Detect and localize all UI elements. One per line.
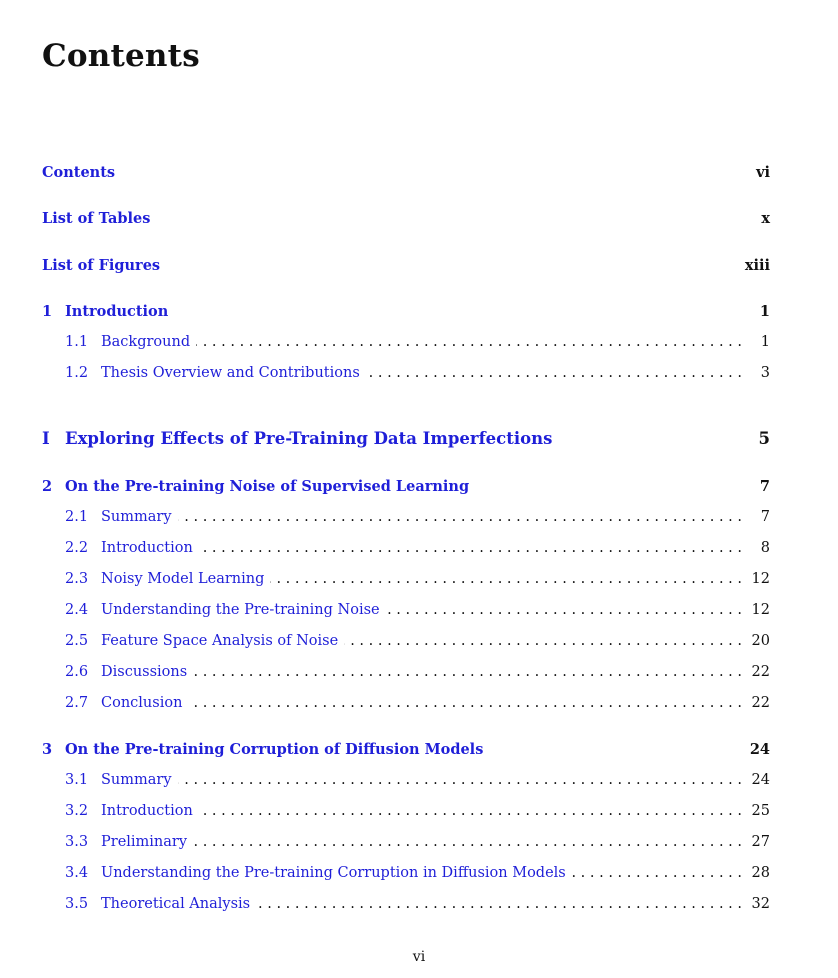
toc-page-number: 12 bbox=[751, 602, 770, 618]
toc-page-number: 25 bbox=[751, 803, 770, 819]
section-number: 3.4 bbox=[65, 865, 89, 881]
section-number: 2.5 bbox=[65, 633, 89, 649]
toc-page-number: 28 bbox=[751, 865, 770, 881]
toc-page-number: x bbox=[761, 210, 770, 227]
section-number: 3.2 bbox=[65, 803, 89, 819]
toc-link[interactable]: Theoretical Analysis bbox=[101, 896, 251, 912]
dot-leader bbox=[344, 633, 742, 649]
section-number: 2.7 bbox=[65, 695, 89, 711]
part-number: I bbox=[42, 429, 50, 448]
toc-section-2-4[interactable] bbox=[65, 602, 770, 618]
toc-part-1[interactable] bbox=[42, 429, 770, 448]
section-number: 3.3 bbox=[65, 834, 89, 850]
section-number: 2.4 bbox=[65, 602, 89, 618]
chapter-number: 2 bbox=[42, 478, 53, 495]
toc-page-number: 27 bbox=[751, 834, 770, 850]
toc-page-number: 12 bbox=[751, 571, 770, 587]
dot-leader bbox=[196, 334, 742, 350]
toc-link[interactable]: Introduction bbox=[65, 303, 169, 320]
dot-leader bbox=[193, 664, 742, 680]
toc-entry-list-of-figures[interactable] bbox=[42, 257, 770, 274]
toc-section-2-6[interactable] bbox=[65, 664, 770, 680]
toc-page-number: 32 bbox=[751, 896, 770, 912]
toc-link[interactable]: Noisy Model Learning bbox=[101, 571, 265, 587]
toc-link[interactable]: Exploring Effects of Pre-Training Data Imperfections bbox=[65, 429, 553, 448]
toc-link[interactable]: Preliminary bbox=[101, 834, 188, 850]
toc-section-2-2[interactable] bbox=[65, 540, 770, 556]
toc-page-number: 24 bbox=[751, 772, 770, 788]
section-number: 3.5 bbox=[65, 896, 89, 912]
toc-section-1-1[interactable] bbox=[65, 334, 770, 350]
dot-leader bbox=[572, 865, 742, 881]
toc-chapter-3[interactable] bbox=[42, 741, 770, 758]
toc-link[interactable]: Understanding the Pre-training Noise bbox=[101, 602, 380, 618]
toc-section-2-1[interactable] bbox=[65, 509, 770, 525]
toc-page-number: 22 bbox=[751, 695, 770, 711]
toc-page-number: vi bbox=[756, 164, 770, 181]
section-number: 2.6 bbox=[65, 664, 89, 680]
toc-page-number: 1 bbox=[759, 303, 770, 320]
toc-section-3-4[interactable] bbox=[65, 865, 770, 881]
toc-section-3-1[interactable] bbox=[65, 772, 770, 788]
toc-entry-contents[interactable] bbox=[42, 164, 770, 181]
toc-section-1-2[interactable] bbox=[65, 365, 770, 381]
toc-link[interactable]: Introduction bbox=[101, 803, 193, 819]
toc-page-number: 3 bbox=[760, 365, 770, 381]
toc-section-2-7[interactable] bbox=[65, 695, 770, 711]
dot-leader bbox=[188, 695, 742, 711]
toc-link[interactable]: Discussions bbox=[101, 664, 188, 680]
toc-link[interactable]: Conclusion bbox=[101, 695, 183, 711]
toc-page-number: 7 bbox=[759, 478, 770, 495]
toc-page-number: 22 bbox=[751, 664, 770, 680]
toc-page-number: 24 bbox=[749, 741, 770, 758]
section-number: 1.1 bbox=[65, 334, 89, 350]
dot-leader bbox=[256, 896, 742, 912]
toc-page-number: 5 bbox=[758, 429, 770, 448]
toc-page-number: 1 bbox=[760, 334, 770, 350]
section-number: 2.1 bbox=[65, 509, 89, 525]
toc-section-3-5[interactable] bbox=[65, 896, 770, 912]
toc-link[interactable]: On the Pre-training Corruption of Diffusion Models bbox=[65, 741, 484, 758]
dot-leader bbox=[366, 365, 742, 381]
page-title: Contents bbox=[42, 38, 200, 74]
page-number-footer: vi bbox=[412, 949, 426, 965]
toc-section-2-5[interactable] bbox=[65, 633, 770, 649]
toc-section-3-3[interactable] bbox=[65, 834, 770, 850]
dot-leader bbox=[199, 540, 742, 556]
toc-entry-list-of-tables[interactable] bbox=[42, 210, 770, 227]
dot-leader bbox=[270, 571, 742, 587]
dot-leader bbox=[199, 803, 742, 819]
dot-leader bbox=[178, 772, 742, 788]
section-number: 3.1 bbox=[65, 772, 89, 788]
toc-section-3-2[interactable] bbox=[65, 803, 770, 819]
dot-leader bbox=[178, 509, 742, 525]
toc-link[interactable]: Background bbox=[101, 334, 191, 350]
toc-chapter-1[interactable] bbox=[42, 303, 770, 320]
toc-link[interactable]: Thesis Overview and Contributions bbox=[101, 365, 360, 381]
toc-page-number: 8 bbox=[760, 540, 770, 556]
chapter-number: 3 bbox=[42, 741, 53, 758]
chapter-number: 1 bbox=[42, 303, 53, 320]
toc-link[interactable]: Feature Space Analysis of Noise bbox=[101, 633, 339, 649]
section-number: 2.3 bbox=[65, 571, 89, 587]
section-number: 1.2 bbox=[65, 365, 89, 381]
toc-link[interactable]: Understanding the Pre-training Corruption in Diffusion Models bbox=[101, 865, 566, 881]
toc-link[interactable]: List of Tables bbox=[42, 210, 151, 227]
section-number: 2.2 bbox=[65, 540, 89, 556]
toc-link[interactable]: Introduction bbox=[101, 540, 193, 556]
toc-page-number: 20 bbox=[751, 633, 770, 649]
toc-page-number: 7 bbox=[760, 509, 770, 525]
toc-link[interactable]: Summary bbox=[101, 772, 172, 788]
toc-chapter-2[interactable] bbox=[42, 478, 770, 495]
toc-link[interactable]: List of Figures bbox=[42, 257, 161, 274]
dot-leader bbox=[193, 834, 742, 850]
toc-section-2-3[interactable] bbox=[65, 571, 770, 587]
toc-link[interactable]: Summary bbox=[101, 509, 172, 525]
toc-link[interactable]: Contents bbox=[42, 164, 116, 181]
dot-leader bbox=[386, 602, 742, 618]
toc-link[interactable]: On the Pre-training Noise of Supervised Learning bbox=[65, 478, 470, 495]
toc-page-number: xiii bbox=[744, 257, 770, 274]
